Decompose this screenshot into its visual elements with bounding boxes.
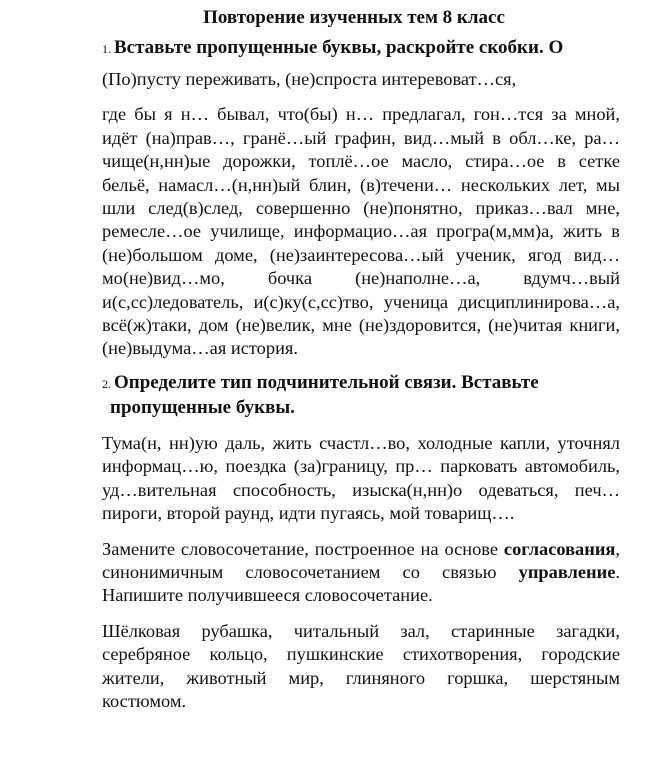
task-3-text-before: Замените словосочетание, построенное на основе xyxy=(102,538,504,559)
task-3-bold-government: управление xyxy=(518,561,616,582)
task-1-number: 1. xyxy=(102,42,111,56)
task-1-body: где бы я н… бывал, что(бы) н… предлагал, гон…тся за мной, идёт (на)прав…, гранё…ый графин, вид…мый в обл…ке, ра…чище(н,нн)ые дорожки, топлё…ое масло, стира…ое в сетке бельё, намасл…(н,нн)ый блин, (в)течени… нескольких лет, мы шли след(в)след, совершенно (не)понятно, приказ…вал мне, ремесле…ое училище, информацио…ая програ(м,мм)а, жить в (не)большом доме, (не)заинтересова…ый ученик, ягод вид…мо(не)вид…мо, бочка (не)наполне…а, вдумч…вый и(с,сс)ледователь, и(с)ку(с,сс)тво, ученица дисциплинирова…а, всё(ж)таки, дом (не)велик, мне (не)здоровится, (не)читая книги, (не)выдума…ая история. xyxy=(102,104,620,359)
task-3-bold-agreement: согласования xyxy=(503,538,616,559)
page-title: Повторение изученных тем 8 класс xyxy=(203,7,505,28)
task-1-heading-text: Вставьте пропущенные буквы, раскройте скобки. О xyxy=(114,37,564,58)
task-1-heading xyxy=(102,36,620,61)
task-1-first-line: (По)пусту переживать, (не)спроста интеревоват…ся, xyxy=(102,69,517,89)
task-2 xyxy=(102,371,620,526)
task-2-heading xyxy=(102,371,620,420)
task-2-heading-line-1: Определите тип подчинительной связи. Вставьте xyxy=(114,371,539,393)
task-3-text-after: . Напишите получившееся словосочетание. xyxy=(102,561,620,606)
task-2-number: 2. xyxy=(102,376,111,391)
task-3-text-middle: , синонимичным словосочетанием со связью xyxy=(102,538,620,582)
task-2-body: Тума(н, нн)ую даль, жить счастл…во, холодные капли, уточнял информац…ю, поездка (за)границу, пр… парковать автомобиль, уд…вительная способность, изыска(н,нн)о одеваться, печ… пироги, второй раунд, идти пугаясь, мой товарищ…. xyxy=(102,432,620,524)
task-2-heading-line-2: пропущенные буквы. xyxy=(110,396,295,418)
task-4-body: Шёлковая рубашка, читальный зал, старинные загадки, серебряное кольцо, пушкинские стихотворения, городские жители, животный мир, глиняного горшка, шерстяным костюмом. xyxy=(102,620,620,711)
task-3-instruction xyxy=(102,538,620,608)
task-1 xyxy=(102,36,620,361)
